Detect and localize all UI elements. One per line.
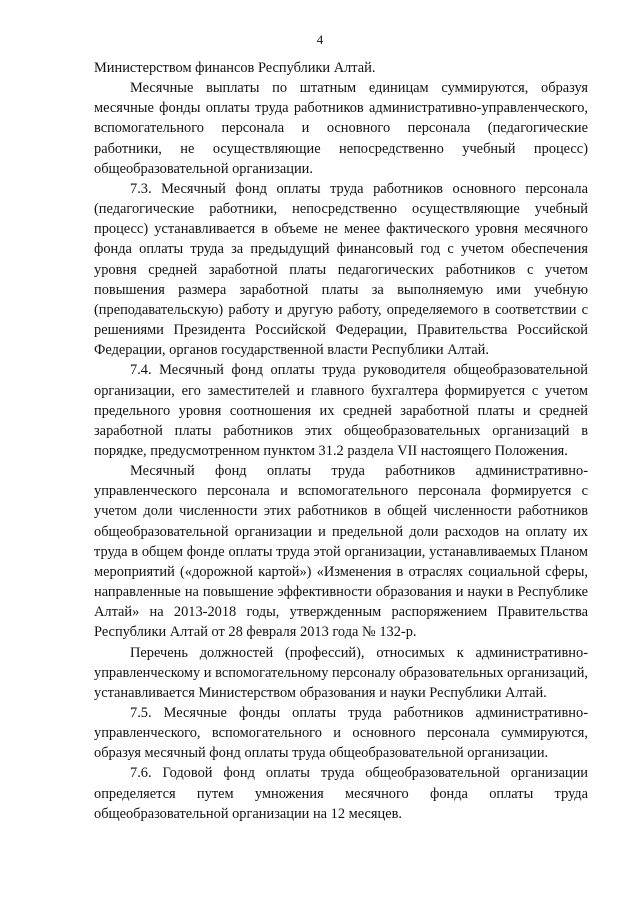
paragraph-7-6: 7.6. Годовой фонд оплаты труда общеобразовательной организации определяется путем умножения месячного фонда оплаты труда общеобразовательной организации на 12 месяцев. bbox=[94, 765, 588, 822]
paragraph-7-3: 7.3. Месячный фонд оплаты труда работников основного персонала (педагогические работники, непосредственно осуществляющие учебный процесс) устанавливается в объеме не менее фактического уровня месячного фонда оплаты труда за предыдущий финансовый год с учетом обеспечения уровня средней заработной платы педагогических работников с учетом повышения размера заработной платы за выполняемую ими учебную (преподавательскую) работу и другую работу, определяемого в соответствии с решениями Президента Российской Федерации, Правительства Российской Федерации, органов государственной власти Республики Алтай. bbox=[94, 180, 588, 359]
paragraph-7-5: 7.5. Месячные фонды оплаты труда работников административно-управленческого, вспомогательного и основного персонала суммируются, образуя месячный фонд оплаты труда общеобразовательной организации. bbox=[94, 705, 588, 762]
paragraph-admin-staff-fund: Месячный фонд оплаты труда работников административно-управленческого персонала и вспомогательного персонала формируется с учетом доли численности этих работников в общей численности работников общеобразовательной организации и предельной доли расходов на оплату их труда в общем фонде оплаты труда этой организации, устанавливаемых Планом мероприятий («дорожной картой») «Изменения в отраслях социальной сферы, направленные на повышение эффективности образования и науки в Республике Алтай» на 2013-2018 годы, утвержденным распоряжением Правительства Республики Алтай от 28 февраля 2013 года № 132-р. bbox=[94, 463, 588, 641]
paragraph-positions-list: Перечень должностей (профессий), относимых к административно-управленческому и вспомогательному персоналу образовательных организаций, устанавливается Министерством образования и науки Республики Алтай. bbox=[94, 644, 588, 701]
paragraph-monthly-payments-summary: Месячные выплаты по штатным единицам суммируются, образуя месячные фонды оплаты труда работников административно-управленческого, вспомогательного персонала и основного персонала (педагогические работники, не осуществляющие непосредственно учебный процесс) общеобразовательной организации. bbox=[94, 80, 588, 177]
paragraph-7-4: 7.4. Месячный фонд оплаты труда руководителя общеобразовательной организации, его заместителей и главного бухгалтера формируется с учетом предельного уровня соотношения их средней заработной платы и средней заработной платы работников этих общеобразовательных организаций в порядке, предусмотренном пунктом 31.2 раздела VII настоящего Положения. bbox=[94, 362, 588, 459]
paragraph-continuation: Министерством финансов Республики Алтай. bbox=[94, 60, 376, 76]
page-number: 4 bbox=[316, 32, 324, 47]
document-body bbox=[94, 58, 588, 824]
